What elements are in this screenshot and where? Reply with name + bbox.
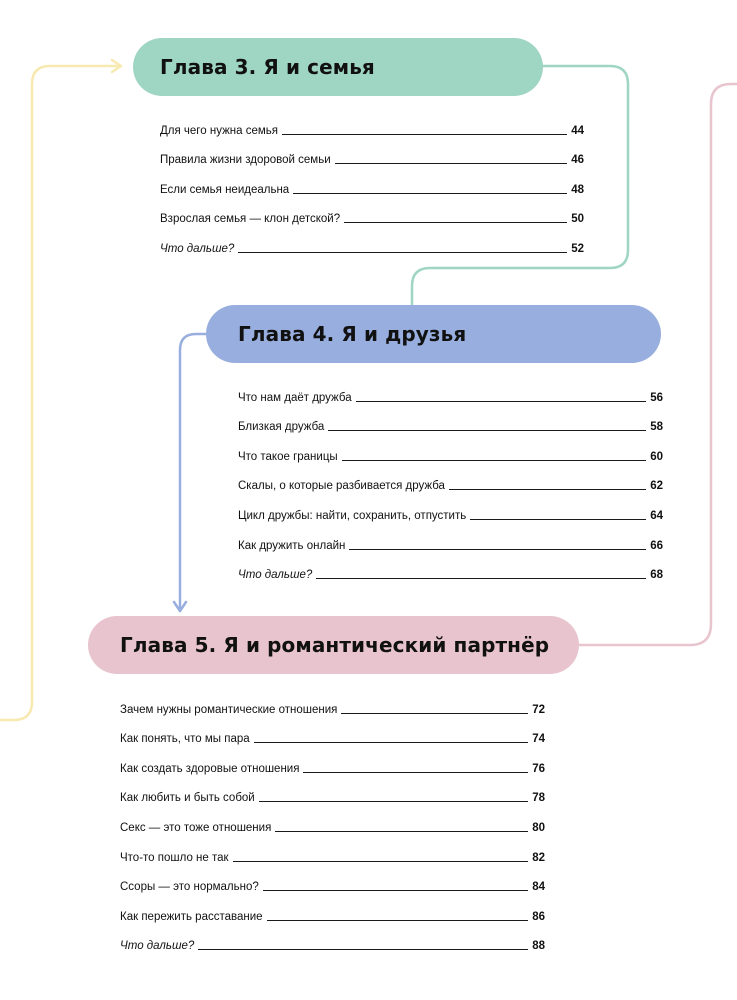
toc-entry: [120, 835, 545, 865]
toc-entry-title: Как любить и быть собой: [120, 792, 255, 805]
chapter-4-heading-pill: [206, 305, 661, 363]
toc-leader-line: [349, 549, 646, 550]
toc-entry: [120, 746, 545, 776]
toc-page-number: 84: [532, 881, 545, 894]
toc-entry-title: Цикл дружбы: найти, сохранить, отпустить: [238, 509, 467, 522]
toc-leader-line: [449, 489, 646, 490]
toc-leader-line: [470, 519, 646, 520]
toc-entry-title: Как понять, что мы пара: [120, 733, 250, 746]
toc-entry: [160, 226, 584, 256]
toc-entry: [120, 717, 545, 747]
chapter-4-toc: [238, 375, 663, 582]
toc-leader-line: [335, 163, 568, 164]
toc-page-number: 46: [571, 154, 584, 167]
toc-entry: [120, 805, 545, 835]
toc-entry: [120, 894, 545, 924]
toc-entry-title: Секс — это тоже отношения: [120, 821, 272, 834]
toc-entry-title: Зачем нужны романтические отношения: [120, 703, 338, 716]
toc-entry: [238, 405, 663, 435]
toc-leader-line: [344, 222, 567, 223]
toc-entry-title: Если семья неидеальна: [160, 183, 290, 196]
toc-entry: [120, 924, 545, 954]
chapter-5-toc: [120, 687, 545, 953]
toc-page-number: 86: [532, 910, 545, 923]
toc-leader-line: [341, 713, 528, 714]
toc-entry-title: Скалы, о которые разбивается дружба: [238, 480, 445, 493]
toc-page-number: 76: [532, 762, 545, 775]
toc-entry: [160, 167, 584, 197]
toc-entry: [238, 375, 663, 405]
toc-page-number: 80: [532, 821, 545, 834]
toc-entry: [120, 865, 545, 895]
chapter-4-heading: Глава 4. Я и друзья: [238, 322, 467, 346]
toc-leader-line: [303, 772, 528, 773]
toc-leader-line: [316, 578, 646, 579]
toc-leader-line: [233, 861, 529, 862]
toc-page-number: 58: [650, 421, 663, 434]
toc-entry-title: Что дальше?: [238, 569, 313, 582]
toc-entry: [238, 493, 663, 523]
toc-entry-title: Как дружить онлайн: [238, 539, 346, 552]
toc-entry: [160, 138, 584, 168]
toc-entry: [238, 523, 663, 553]
toc-leader-line: [259, 801, 528, 802]
toc-entry: [160, 108, 584, 138]
toc-leader-line: [238, 252, 567, 253]
toc-entry-title: Что дальше?: [160, 242, 235, 255]
toc-page-number: 50: [571, 213, 584, 226]
toc-entry: [238, 464, 663, 494]
chapter-5-heading: Глава 5. Я и романтический партнёр: [120, 633, 550, 657]
toc-entry-title: Что дальше?: [120, 940, 195, 953]
toc-page-number: 44: [571, 124, 584, 137]
chapter-5-heading-pill: [88, 616, 579, 674]
blue-connector-line: [180, 334, 206, 608]
toc-entry-title: Ссоры — это нормально?: [120, 881, 259, 894]
toc-page-number: 60: [650, 450, 663, 463]
toc-page-number: 48: [571, 183, 584, 196]
toc-page-number: 66: [650, 539, 663, 552]
toc-page-number: 62: [650, 480, 663, 493]
toc-page-number: 52: [571, 242, 584, 255]
toc-entry: [238, 434, 663, 464]
toc-entry-title: Близкая дружба: [238, 421, 325, 434]
toc-page-number: 68: [650, 569, 663, 582]
toc-page-number: 88: [532, 940, 545, 953]
chapter-3-toc: [160, 108, 584, 256]
toc-entry: [238, 553, 663, 583]
toc-page-number: 72: [532, 703, 545, 716]
toc-entry-title: Что такое границы: [238, 450, 338, 463]
toc-page-number: 56: [650, 391, 663, 404]
toc-page-number: 78: [532, 792, 545, 805]
toc-entry: [120, 687, 545, 717]
toc-entry-title: Что нам даёт дружба: [238, 391, 352, 404]
toc-entry-title: Взрослая семья — клон детской?: [160, 213, 341, 226]
toc-entry-title: Для чего нужна семья: [160, 124, 278, 137]
toc-leader-line: [275, 831, 528, 832]
toc-leader-line: [254, 742, 529, 743]
toc-leader-line: [356, 401, 647, 402]
toc-leader-line: [263, 890, 528, 891]
toc-leader-line: [328, 430, 646, 431]
chapter-3-heading: Глава 3. Я и семья: [160, 55, 375, 79]
toc-leader-line: [342, 460, 647, 461]
toc-entry-title: Как создать здоровые отношения: [120, 762, 300, 775]
toc-leader-line: [267, 920, 529, 921]
toc-leader-line: [282, 134, 567, 135]
toc-page-number: 82: [532, 851, 545, 864]
toc-page-number: 64: [650, 509, 663, 522]
toc-entry-title: Как пережить расставание: [120, 910, 263, 923]
toc-entry-title: Правила жизни здоровой семьи: [160, 154, 331, 167]
toc-leader-line: [198, 949, 528, 950]
toc-leader-line: [293, 193, 567, 194]
toc-entry: [120, 776, 545, 806]
chapter-3-heading-pill: [133, 38, 543, 96]
toc-page-number: 74: [532, 733, 545, 746]
toc-entry: [160, 197, 584, 227]
toc-entry-title: Что-то пошло не так: [120, 851, 229, 864]
